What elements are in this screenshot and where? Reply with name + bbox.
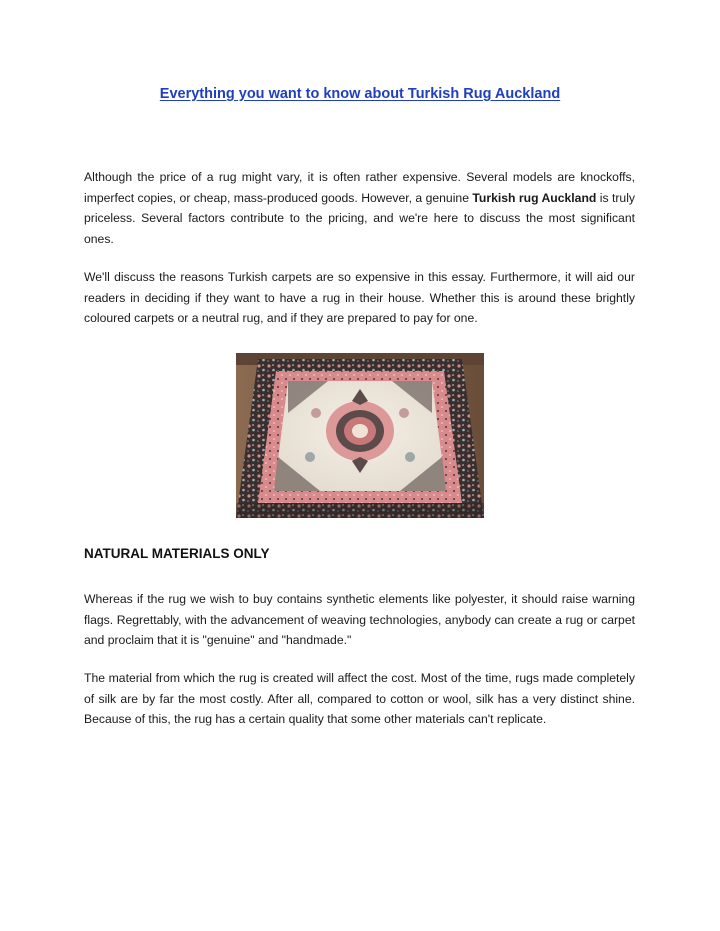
intro-text-before: Although the price of a rug might vary, it is often rather expensive. Several models are knockoffs, imperfect copies, or cheap, mass-produced goods. However, a genuine xyxy=(84,170,635,205)
turkish-rug-image xyxy=(236,353,484,518)
intro-bold-keyword: Turkish rug Auckland xyxy=(472,190,597,205)
essay-paragraph: We'll discuss the reasons Turkish carpets are so expensive in this essay. Furthermore, it will aid our readers in deciding if they want to have a rug in their house. Whether this is around these brightly coloured carpets or a neutral rug, and if they are prepared to pay for one. xyxy=(84,270,635,325)
intro-text-after: is truly priceless. Several factors contribute to the pricing, and we're here to discuss the most significant ones. xyxy=(84,190,636,246)
section-paragraph-material: The material from which the rug is created will affect the cost. Most of the time, rugs made completely of silk are by far the most costly. After all, compared to cotton or wool, silk has a very distinct shine. Because of this, the rug has a certain quality that some other materials can't replicate. xyxy=(84,671,635,726)
document-title-link[interactable]: Everything you want to know about Turkish Rug Auckland xyxy=(159,86,561,102)
section-heading: NATURAL MATERIALS ONLY xyxy=(84,546,270,561)
intro-paragraph xyxy=(84,167,635,249)
section-paragraph-synthetic: Whereas if the rug we wish to buy contains synthetic elements like polyester, it should raise warning flags. Regrettably, with the advancement of weaving technologies, anybody can create a rug or carpet and proclaim that it is "genuine" and "handmade." xyxy=(84,592,635,647)
